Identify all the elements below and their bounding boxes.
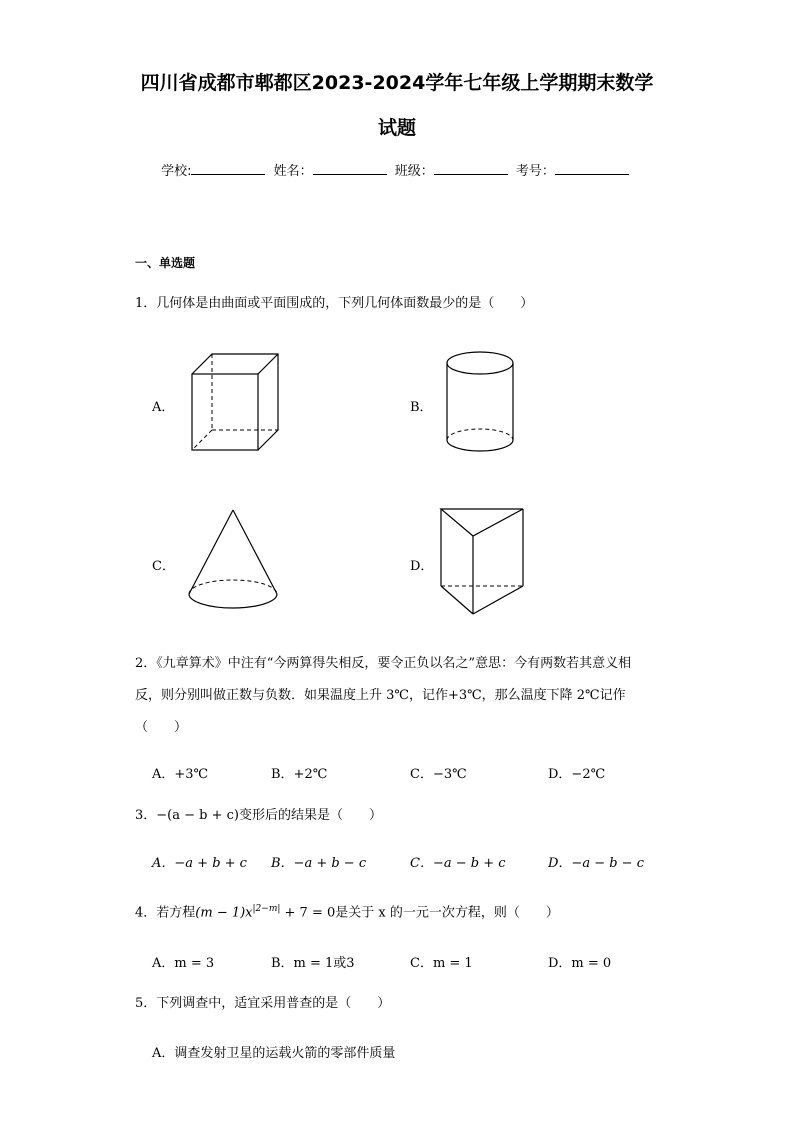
school-label: 学校: bbox=[161, 164, 192, 179]
q3-option-d[interactable]: D．−a − b − c bbox=[548, 856, 644, 871]
question-3-stem: 3．−(a − b + c)变形后的结果是（ ） bbox=[135, 808, 382, 823]
q3-option-a[interactable]: A．−a + b + c bbox=[152, 856, 247, 871]
q2-option-a[interactable]: A．+3℃ bbox=[152, 767, 209, 782]
exam-title-line1: 四川省成都市郫都区2023-2024学年七年级上学期期末数学 bbox=[140, 72, 654, 94]
cube-figure bbox=[190, 352, 280, 454]
exam-title-line2: 试题 bbox=[377, 117, 416, 139]
q3-option-b[interactable]: B．−a + b − c bbox=[271, 856, 367, 871]
q4-exponent: |2−m| bbox=[252, 904, 281, 914]
q3-option-c[interactable]: C．−a − b + c bbox=[410, 856, 506, 871]
q5-option-a[interactable]: A．调查发射卫星的运载火箭的零部件质量 bbox=[152, 1046, 396, 1061]
question-4-stem bbox=[135, 894, 559, 928]
cone-figure bbox=[186, 508, 280, 616]
name-blank[interactable] bbox=[313, 162, 387, 175]
q4-option-b[interactable]: B．m = 1或3 bbox=[271, 956, 355, 971]
q1-option-a-label[interactable]: A． bbox=[152, 400, 175, 415]
q1-option-b-label[interactable]: B． bbox=[410, 400, 433, 415]
student-info-row bbox=[0, 160, 794, 179]
q2-option-d[interactable]: D．−2℃ bbox=[548, 767, 606, 782]
school-blank[interactable] bbox=[191, 162, 265, 175]
number-label: 考号： bbox=[515, 164, 555, 179]
q4-expression: (m − 1)x bbox=[195, 905, 253, 921]
question-2-line1: 2．《九章算术》中注有“今两算得失相反，要令正负以名之”意思：今有两数若其意义相 bbox=[135, 656, 632, 671]
q4-option-c[interactable]: C．m = 1 bbox=[410, 956, 473, 971]
question-5-stem: 5．下列调查中，适宜采用普查的是（ ） bbox=[135, 996, 391, 1011]
q2-option-c[interactable]: C．−3℃ bbox=[410, 767, 467, 782]
class-blank[interactable] bbox=[434, 162, 508, 175]
q1-option-d-label[interactable]: D． bbox=[410, 559, 434, 574]
number-blank[interactable] bbox=[555, 162, 629, 175]
q4-option-a[interactable]: A．m = 3 bbox=[152, 956, 215, 971]
question-2-line2: 反，则分别叫做正数与负数．如果温度上升 3℃，记作+3℃，那么温度下降 2℃记作 bbox=[135, 688, 626, 703]
section-heading-single-choice: 一、单选题 bbox=[135, 256, 196, 270]
triangular-prism-figure bbox=[438, 506, 528, 618]
q2-option-b[interactable]: B．+2℃ bbox=[271, 767, 328, 782]
name-label: 姓名： bbox=[273, 164, 313, 179]
class-label: 班级： bbox=[394, 164, 434, 179]
q4-prefix: 4．若方程 bbox=[135, 905, 196, 921]
question-2-line3: （ ） bbox=[135, 720, 188, 735]
q4-option-d[interactable]: D．m = 0 bbox=[548, 956, 612, 971]
q4-suffix: + 7 = 0是关于 x 的一元一次方程，则（ ） bbox=[280, 905, 559, 921]
cylinder-figure bbox=[445, 350, 517, 456]
q1-option-c-label[interactable]: C． bbox=[152, 559, 175, 574]
question-1-stem: 1．几何体是由曲面或平面围成的，下列几何体面数最少的是（ ） bbox=[135, 296, 534, 311]
